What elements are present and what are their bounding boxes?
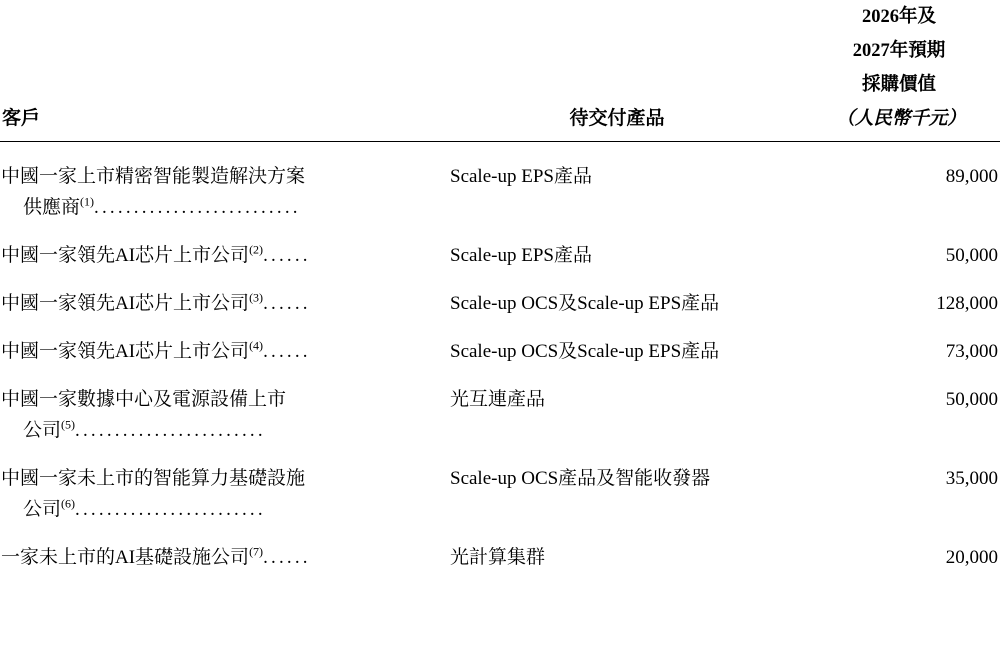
cell-product: Scale-up EPS產品	[450, 245, 592, 266]
table-header-row	[0, 0, 1000, 102]
customer-line-1: 中國一家數據中心及電源設備上市	[1, 389, 287, 410]
leader-dots: ......	[263, 245, 311, 266]
cell-product: Scale-up EPS產品	[450, 166, 592, 187]
customer-line-2-wrap	[1, 192, 430, 223]
customer-line-1-wrap	[1, 542, 430, 573]
footnote-marker: (6)	[61, 496, 76, 511]
table-row	[0, 142, 1000, 224]
value-header-line-2: 2027年預期	[852, 41, 946, 61]
customer-line-1: 中國一家未上市的智能算力基礎設施	[1, 468, 306, 489]
customer-line-2: 供應商	[23, 197, 81, 218]
table-row	[0, 319, 1000, 367]
table-row	[0, 367, 1000, 446]
leader-dots: ......	[263, 293, 311, 314]
header-value-unit	[798, 102, 1000, 142]
value-header-lines	[798, 0, 1000, 102]
table-row	[0, 525, 1000, 573]
footnote-marker: (4)	[249, 338, 264, 353]
customer-line-1: 中國一家領先AI芯片上市公司	[1, 245, 250, 266]
cell-customer	[0, 446, 446, 525]
leader-dots: ......	[263, 547, 311, 568]
value-header-unit-wrap	[802, 102, 1000, 136]
cell-value: 89,000	[945, 166, 998, 187]
customer-line-1: 中國一家上市精密智能製造解決方案	[1, 166, 306, 187]
leader-dots: ........................	[75, 499, 266, 520]
header-product-label: 待交付產品	[569, 108, 665, 129]
footnote-marker: (1)	[80, 194, 95, 209]
header-customer	[0, 102, 446, 142]
cell-value: 35,000	[945, 468, 998, 489]
customer-line-1-wrap	[1, 240, 430, 271]
cell-value: 20,000	[945, 547, 998, 568]
footnote-marker: (5)	[61, 417, 76, 432]
customer-line-2-wrap	[1, 494, 430, 525]
customer-line-1: 中國一家領先AI芯片上市公司	[1, 293, 250, 314]
table-row	[0, 271, 1000, 319]
cell-product: Scale-up OCS產品及智能收發器	[450, 468, 711, 489]
table-row	[0, 223, 1000, 271]
customer-line-1-wrap	[1, 288, 430, 319]
cell-customer	[0, 142, 446, 224]
cell-customer	[0, 271, 446, 319]
cell-product: Scale-up OCS及Scale-up EPS產品	[450, 341, 720, 362]
table-head	[0, 0, 1000, 142]
cell-customer	[0, 367, 446, 446]
cell-value: 128,000	[936, 293, 998, 314]
leader-dots: ......	[263, 341, 311, 362]
table-row	[0, 446, 1000, 525]
cell-product: Scale-up OCS及Scale-up EPS產品	[450, 293, 720, 314]
leader-dots: ..........................	[94, 197, 301, 218]
customer-line-1-wrap	[1, 336, 430, 367]
leader-dots: ........................	[75, 420, 266, 441]
cell-value: 73,000	[945, 341, 998, 362]
value-header-line-1: 2026年及	[861, 7, 936, 27]
header-value-stack	[798, 0, 1000, 102]
cell-customer	[0, 319, 446, 367]
footnote-marker: (7)	[249, 544, 264, 559]
cell-value: 50,000	[945, 245, 998, 266]
cell-product: 光互連產品	[450, 389, 546, 410]
customer-line-2: 公司	[23, 420, 62, 441]
customer-line-1: 中國一家領先AI芯片上市公司	[1, 341, 250, 362]
header-spacer-product	[446, 0, 798, 102]
cell-customer	[0, 223, 446, 271]
table-header-rule-row	[0, 102, 1000, 142]
header-customer-label: 客戶	[2, 108, 41, 129]
cell-value: 50,000	[945, 389, 998, 410]
header-product	[446, 102, 798, 142]
footnote-marker: (3)	[249, 290, 264, 305]
value-header-line-3: 採購價值	[861, 75, 936, 95]
customer-line-2-wrap	[1, 415, 430, 446]
value-header-unit: （人民幣千元）	[836, 109, 966, 129]
customer-line-1: 一家未上市的AI基礎設施公司	[1, 547, 250, 568]
header-spacer-customer	[0, 0, 446, 102]
customer-line-2: 公司	[23, 499, 62, 520]
cell-product: 光計算集群	[450, 547, 546, 568]
footnote-marker: (2)	[249, 242, 264, 257]
cell-customer	[0, 525, 446, 573]
table-body	[0, 142, 1000, 574]
